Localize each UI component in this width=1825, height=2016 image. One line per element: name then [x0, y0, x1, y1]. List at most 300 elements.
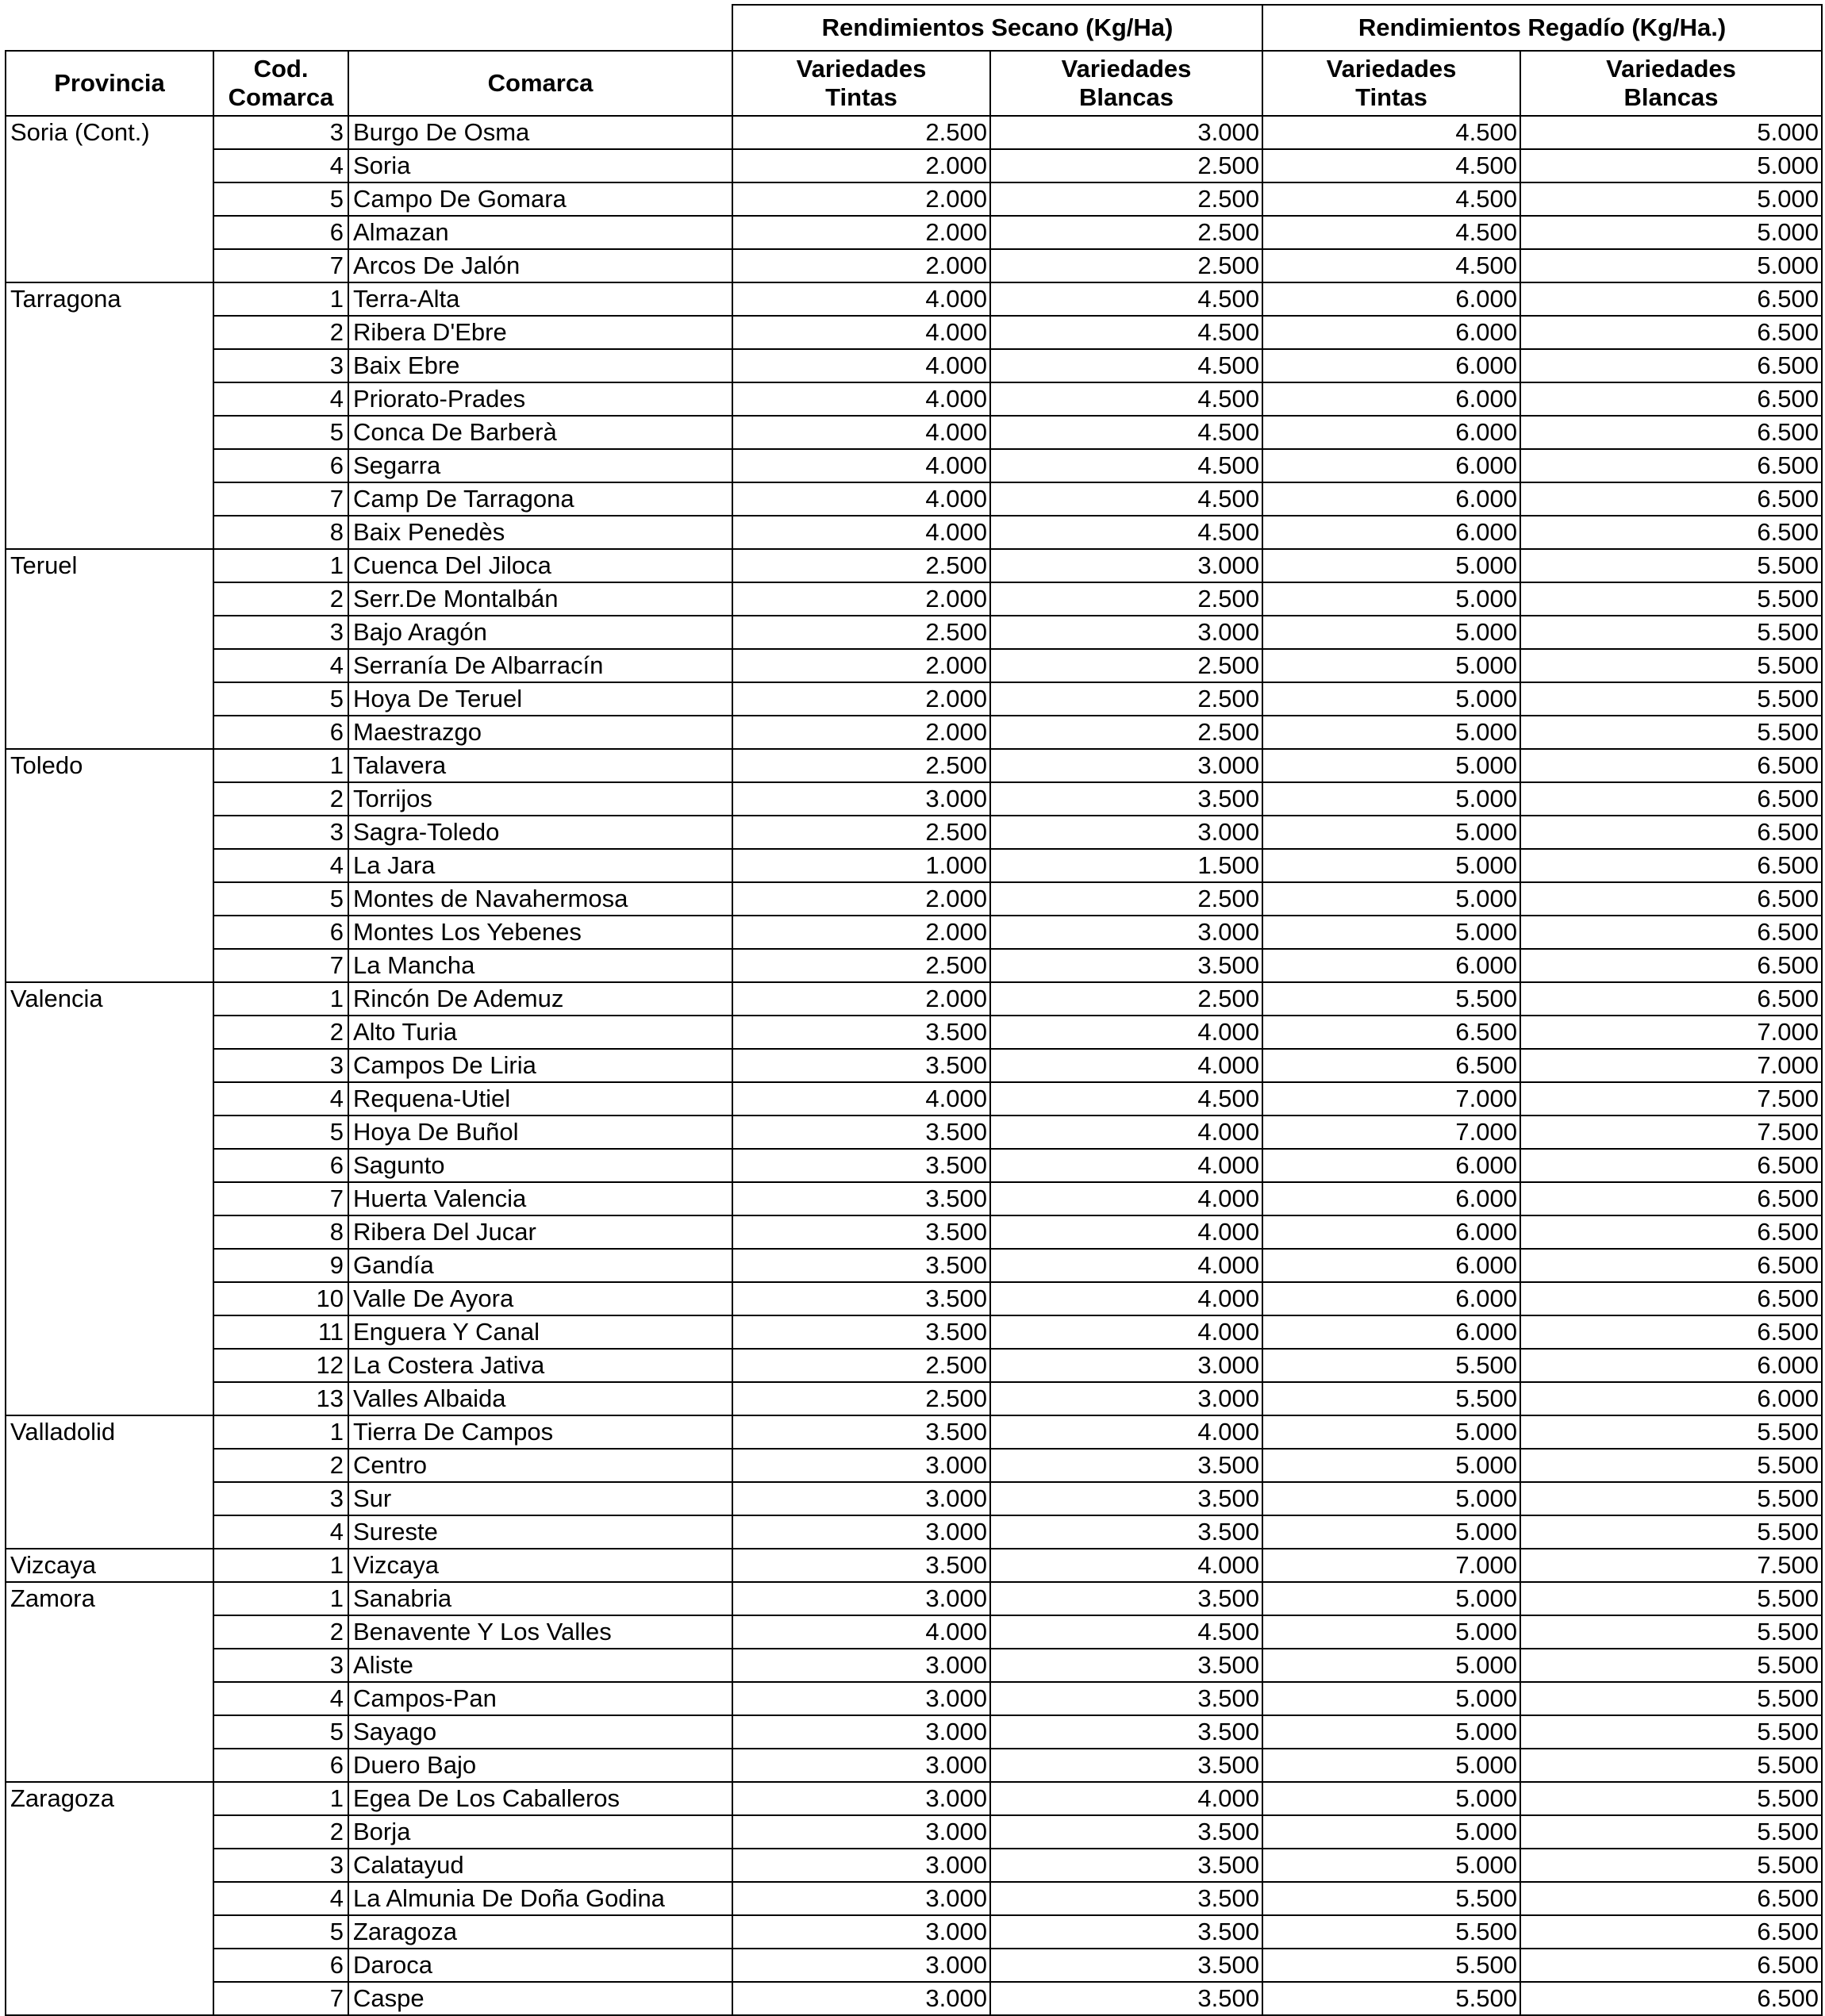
table-row: [6, 1982, 1822, 2015]
regadio-tintas-cell: 5.500: [1262, 1949, 1520, 1982]
cod-comarca-cell: 2: [213, 782, 348, 816]
secano-blancas-cell: 2.500: [990, 149, 1262, 182]
secano-blancas-cell: 2.500: [990, 582, 1262, 616]
header-regadio-blancas: [1520, 51, 1822, 116]
cod-comarca-cell: 3: [213, 116, 348, 149]
regadio-blancas-cell: 6.500: [1520, 749, 1822, 782]
regadio-tintas-cell: 5.000: [1262, 1815, 1520, 1849]
regadio-tintas-cell: 5.000: [1262, 1415, 1520, 1449]
regadio-tintas-cell: 5.000: [1262, 1582, 1520, 1615]
comarca-cell: Sayago: [348, 1715, 732, 1749]
regadio-tintas-cell: 6.000: [1262, 1182, 1520, 1215]
secano-blancas-cell: 2.500: [990, 216, 1262, 249]
table-row: [6, 1182, 1822, 1215]
secano-blancas-cell: 4.000: [990, 1782, 1262, 1815]
cod-comarca-cell: 7: [213, 482, 348, 516]
cod-comarca-cell: 1: [213, 282, 348, 316]
regadio-tintas-cell: 6.000: [1262, 349, 1520, 382]
table-row: [6, 149, 1822, 182]
comarca-cell: Huerta Valencia: [348, 1182, 732, 1215]
regadio-tintas-cell: 6.000: [1262, 1215, 1520, 1249]
secano-tintas-cell: 3.500: [732, 1182, 990, 1215]
regadio-tintas-cell: 6.000: [1262, 949, 1520, 982]
regadio-blancas-cell: 6.500: [1520, 1982, 1822, 2015]
regadio-blancas-cell: 6.500: [1520, 1949, 1822, 1982]
secano-blancas-cell: 2.500: [990, 716, 1262, 749]
table-row: [6, 1715, 1822, 1749]
comarca-cell: Camp De Tarragona: [348, 482, 732, 516]
table-row: [6, 1782, 1822, 1815]
regadio-tintas-cell: 5.000: [1262, 916, 1520, 949]
table-row: [6, 1915, 1822, 1949]
comarca-cell: Alto Turia: [348, 1016, 732, 1049]
regadio-tintas-cell: 6.500: [1262, 1049, 1520, 1082]
comarca-cell: Campo De Gomara: [348, 182, 732, 216]
cod-comarca-cell: 5: [213, 182, 348, 216]
header-comarca: Comarca: [348, 51, 732, 116]
provincia-cell: Valencia: [6, 982, 213, 1415]
secano-tintas-cell: 2.000: [732, 649, 990, 682]
table-row: [6, 1882, 1822, 1915]
header-secano-tintas: [732, 51, 990, 116]
cod-comarca-cell: 5: [213, 882, 348, 916]
regadio-blancas-cell: 7.500: [1520, 1082, 1822, 1116]
regadio-blancas-cell: 7.000: [1520, 1049, 1822, 1082]
secano-tintas-cell: 3.000: [732, 1715, 990, 1749]
secano-tintas-cell: 4.000: [732, 449, 990, 482]
table-row: [6, 216, 1822, 249]
cod-comarca-cell: 7: [213, 1182, 348, 1215]
cod-comarca-cell: 5: [213, 416, 348, 449]
secano-blancas-cell: 3.500: [990, 1915, 1262, 1949]
comarca-cell: Almazan: [348, 216, 732, 249]
secano-blancas-cell: 2.500: [990, 649, 1262, 682]
regadio-tintas-cell: 5.000: [1262, 849, 1520, 882]
comarca-cell: Centro: [348, 1449, 732, 1482]
provincia-cell: Tarragona: [6, 282, 213, 549]
cod-comarca-cell: 3: [213, 616, 348, 649]
cod-comarca-cell: 4: [213, 1082, 348, 1116]
table-row: [6, 1016, 1822, 1049]
secano-blancas-cell: 4.000: [990, 1415, 1262, 1449]
table-row: [6, 1382, 1822, 1415]
regadio-tintas-cell: 5.500: [1262, 1349, 1520, 1382]
regadio-tintas-cell: 5.000: [1262, 582, 1520, 616]
comarca-cell: Segarra: [348, 449, 732, 482]
comarca-cell: Baix Ebre: [348, 349, 732, 382]
secano-blancas-cell: 3.500: [990, 1849, 1262, 1882]
regadio-blancas-cell: 6.500: [1520, 516, 1822, 549]
table-row: [6, 482, 1822, 516]
regadio-blancas-cell: 5.500: [1520, 682, 1822, 716]
regadio-blancas-cell: 5.500: [1520, 582, 1822, 616]
comarca-cell: Valles Albaida: [348, 1382, 732, 1415]
comarca-cell: La Costera Jativa: [348, 1349, 732, 1382]
regadio-tintas-cell: 5.000: [1262, 882, 1520, 916]
secano-blancas-cell: 2.500: [990, 682, 1262, 716]
cod-comarca-cell: 8: [213, 1215, 348, 1249]
regadio-tintas-cell: 5.000: [1262, 1649, 1520, 1682]
secano-tintas-cell: 3.000: [732, 782, 990, 816]
comarca-cell: Terra-Alta: [348, 282, 732, 316]
header-secano-tintas-line2: Tintas: [825, 83, 897, 111]
cod-comarca-cell: 7: [213, 1982, 348, 2015]
comarca-cell: Borja: [348, 1815, 732, 1849]
comarca-cell: Maestrazgo: [348, 716, 732, 749]
regadio-tintas-cell: 5.500: [1262, 1882, 1520, 1915]
regadio-blancas-cell: 6.000: [1520, 1382, 1822, 1415]
regadio-tintas-cell: 6.000: [1262, 1149, 1520, 1182]
secano-tintas-cell: 2.500: [732, 949, 990, 982]
secano-blancas-cell: 3.500: [990, 1449, 1262, 1482]
regadio-blancas-cell: 6.500: [1520, 949, 1822, 982]
secano-blancas-cell: 4.500: [990, 316, 1262, 349]
regadio-tintas-cell: 6.000: [1262, 1315, 1520, 1349]
cod-comarca-cell: 4: [213, 1882, 348, 1915]
regadio-blancas-cell: 6.500: [1520, 982, 1822, 1016]
regadio-blancas-cell: 5.500: [1520, 1415, 1822, 1449]
secano-blancas-cell: 3.500: [990, 782, 1262, 816]
secano-blancas-cell: 3.500: [990, 1515, 1262, 1549]
table-row: [6, 1415, 1822, 1449]
table-row: [6, 682, 1822, 716]
secano-blancas-cell: 4.500: [990, 382, 1262, 416]
cod-comarca-cell: 1: [213, 549, 348, 582]
regadio-tintas-cell: 5.000: [1262, 1782, 1520, 1815]
regadio-tintas-cell: 6.000: [1262, 1249, 1520, 1282]
regadio-blancas-cell: 5.500: [1520, 1515, 1822, 1549]
table-row: [6, 816, 1822, 849]
secano-tintas-cell: 1.000: [732, 849, 990, 882]
provincia-cell: Zamora: [6, 1582, 213, 1782]
secano-blancas-cell: 3.000: [990, 549, 1262, 582]
comarca-cell: Ribera D'Ebre: [348, 316, 732, 349]
secano-blancas-cell: 4.000: [990, 1282, 1262, 1315]
table-row: [6, 182, 1822, 216]
table-row: [6, 1282, 1822, 1315]
secano-blancas-cell: 4.000: [990, 1049, 1262, 1082]
table-row: [6, 1116, 1822, 1149]
secano-blancas-cell: 3.500: [990, 1982, 1262, 2015]
comarca-cell: Ribera Del Jucar: [348, 1215, 732, 1249]
table-row: [6, 1315, 1822, 1349]
secano-tintas-cell: 3.000: [732, 1749, 990, 1782]
document-page: [5, 4, 1823, 2016]
provincia-cell: Vizcaya: [6, 1549, 213, 1582]
regadio-blancas-cell: 6.500: [1520, 1882, 1822, 1915]
secano-tintas-cell: 3.000: [732, 1815, 990, 1849]
comarca-cell: Tierra De Campos: [348, 1415, 732, 1449]
cod-comarca-cell: 7: [213, 949, 348, 982]
regadio-blancas-cell: 7.500: [1520, 1116, 1822, 1149]
comarca-cell: Caspe: [348, 1982, 732, 2015]
header-group-row: [6, 5, 1822, 51]
header-blank-cell: [6, 5, 732, 51]
regadio-tintas-cell: 6.000: [1262, 482, 1520, 516]
regadio-blancas-cell: 7.000: [1520, 1016, 1822, 1049]
regadio-blancas-cell: 5.500: [1520, 1682, 1822, 1715]
secano-tintas-cell: 3.000: [732, 1582, 990, 1615]
secano-blancas-cell: 4.000: [990, 1315, 1262, 1349]
table-row: [6, 1682, 1822, 1715]
comarca-cell: Soria: [348, 149, 732, 182]
cod-comarca-cell: 1: [213, 1582, 348, 1615]
regadio-tintas-cell: 5.000: [1262, 816, 1520, 849]
regadio-blancas-cell: 6.500: [1520, 849, 1822, 882]
comarca-cell: Serr.De Montalbán: [348, 582, 732, 616]
secano-tintas-cell: 3.000: [732, 1915, 990, 1949]
table-row: [6, 1949, 1822, 1982]
header-cod-comarca: [213, 51, 348, 116]
regadio-tintas-cell: 5.000: [1262, 1482, 1520, 1515]
regadio-tintas-cell: 4.500: [1262, 216, 1520, 249]
secano-blancas-cell: 4.000: [990, 1182, 1262, 1215]
cod-comarca-cell: 2: [213, 582, 348, 616]
table-row: [6, 382, 1822, 416]
cod-comarca-cell: 5: [213, 1715, 348, 1749]
header-regadio-tintas-line1: Variedades: [1326, 55, 1457, 83]
secano-blancas-cell: 4.000: [990, 1149, 1262, 1182]
table-row: [6, 849, 1822, 882]
secano-blancas-cell: 3.000: [990, 816, 1262, 849]
header-cod-line1: Cod.: [253, 55, 309, 83]
regadio-blancas-cell: 5.000: [1520, 116, 1822, 149]
secano-tintas-cell: 2.000: [732, 249, 990, 282]
secano-tintas-cell: 3.000: [732, 1682, 990, 1715]
secano-tintas-cell: 4.000: [732, 316, 990, 349]
table-row: [6, 1515, 1822, 1549]
secano-blancas-cell: 3.500: [990, 1649, 1262, 1682]
regadio-tintas-cell: 5.000: [1262, 616, 1520, 649]
provincia-cell: Soria (Cont.): [6, 116, 213, 282]
cod-comarca-cell: 1: [213, 1415, 348, 1449]
cod-comarca-cell: 4: [213, 149, 348, 182]
secano-blancas-cell: 1.500: [990, 849, 1262, 882]
secano-blancas-cell: 3.500: [990, 1815, 1262, 1849]
secano-blancas-cell: 3.500: [990, 1715, 1262, 1749]
regadio-blancas-cell: 6.500: [1520, 449, 1822, 482]
secano-blancas-cell: 3.500: [990, 1749, 1262, 1782]
table-body: [6, 116, 1822, 2015]
comarca-cell: Enguera Y Canal: [348, 1315, 732, 1349]
secano-tintas-cell: 4.000: [732, 416, 990, 449]
secano-tintas-cell: 3.000: [732, 1649, 990, 1682]
comarca-cell: Aliste: [348, 1649, 732, 1682]
cod-comarca-cell: 4: [213, 1515, 348, 1549]
header-regadio-tintas-line2: Tintas: [1355, 83, 1427, 111]
comarca-cell: Duero Bajo: [348, 1749, 732, 1782]
cod-comarca-cell: 5: [213, 1116, 348, 1149]
header-secano-tintas-line1: Variedades: [796, 55, 927, 83]
table-row: [6, 1849, 1822, 1882]
secano-tintas-cell: 3.500: [732, 1549, 990, 1582]
table-row: [6, 316, 1822, 349]
cod-comarca-cell: 13: [213, 1382, 348, 1415]
secano-blancas-cell: 3.500: [990, 1882, 1262, 1915]
regadio-blancas-cell: 5.500: [1520, 1749, 1822, 1782]
cod-comarca-cell: 4: [213, 382, 348, 416]
cod-comarca-cell: 4: [213, 849, 348, 882]
comarca-cell: Vizcaya: [348, 1549, 732, 1582]
header-regadio-blancas-line2: Blancas: [1623, 83, 1719, 111]
secano-tintas-cell: 4.000: [732, 282, 990, 316]
regadio-blancas-cell: 6.500: [1520, 1182, 1822, 1215]
cod-comarca-cell: 3: [213, 1849, 348, 1882]
regadio-tintas-cell: 6.000: [1262, 282, 1520, 316]
cod-comarca-cell: 1: [213, 1782, 348, 1815]
secano-tintas-cell: 2.500: [732, 1349, 990, 1382]
cod-comarca-cell: 8: [213, 516, 348, 549]
header-secano-blancas: [990, 51, 1262, 116]
regadio-tintas-cell: 5.000: [1262, 716, 1520, 749]
secano-tintas-cell: 2.000: [732, 149, 990, 182]
secano-blancas-cell: 4.000: [990, 1215, 1262, 1249]
table-row: [6, 1482, 1822, 1515]
provincia-cell: Valladolid: [6, 1415, 213, 1549]
secano-tintas-cell: 3.000: [732, 1482, 990, 1515]
cod-comarca-cell: 11: [213, 1315, 348, 1349]
table-row: [6, 916, 1822, 949]
secano-tintas-cell: 2.000: [732, 882, 990, 916]
secano-blancas-cell: 3.000: [990, 1349, 1262, 1382]
comarca-cell: Calatayud: [348, 1849, 732, 1882]
regadio-blancas-cell: 6.500: [1520, 816, 1822, 849]
regadio-blancas-cell: 6.500: [1520, 382, 1822, 416]
secano-tintas-cell: 2.000: [732, 216, 990, 249]
secano-tintas-cell: 2.000: [732, 582, 990, 616]
table-row: [6, 349, 1822, 382]
comarca-cell: Zaragoza: [348, 1915, 732, 1949]
regadio-blancas-cell: 6.500: [1520, 1215, 1822, 1249]
secano-blancas-cell: 3.000: [990, 616, 1262, 649]
secano-blancas-cell: 4.500: [990, 282, 1262, 316]
secano-tintas-cell: 3.500: [732, 1215, 990, 1249]
comarca-cell: Montes de Navahermosa: [348, 882, 732, 916]
table-row: [6, 1615, 1822, 1649]
cod-comarca-cell: 3: [213, 816, 348, 849]
secano-tintas-cell: 3.000: [732, 1782, 990, 1815]
comarca-cell: Serranía De Albarracín: [348, 649, 732, 682]
secano-blancas-cell: 4.000: [990, 1549, 1262, 1582]
secano-blancas-cell: 2.500: [990, 882, 1262, 916]
header-column-row: [6, 51, 1822, 116]
cod-comarca-cell: 2: [213, 1449, 348, 1482]
cod-comarca-cell: 5: [213, 682, 348, 716]
secano-tintas-cell: 2.000: [732, 716, 990, 749]
secano-tintas-cell: 2.500: [732, 1382, 990, 1415]
secano-tintas-cell: 3.500: [732, 1282, 990, 1315]
regadio-blancas-cell: 6.500: [1520, 416, 1822, 449]
comarca-cell: Sagunto: [348, 1149, 732, 1182]
table-row: [6, 782, 1822, 816]
regadio-blancas-cell: 5.500: [1520, 1615, 1822, 1649]
table-row: [6, 1649, 1822, 1682]
regadio-blancas-cell: 6.500: [1520, 1149, 1822, 1182]
header-secano-blancas-line2: Blancas: [1079, 83, 1174, 111]
cod-comarca-cell: 1: [213, 749, 348, 782]
cod-comarca-cell: 6: [213, 1749, 348, 1782]
secano-tintas-cell: 2.000: [732, 982, 990, 1016]
regadio-blancas-cell: 6.500: [1520, 1282, 1822, 1315]
secano-tintas-cell: 3.000: [732, 1982, 990, 2015]
secano-tintas-cell: 2.000: [732, 682, 990, 716]
comarca-cell: Priorato-Prades: [348, 382, 732, 416]
comarca-cell: Sureste: [348, 1515, 732, 1549]
header-regadio-tintas: [1262, 51, 1520, 116]
table-row: [6, 449, 1822, 482]
comarca-cell: Egea De Los Caballeros: [348, 1782, 732, 1815]
secano-blancas-cell: 4.500: [990, 416, 1262, 449]
table-row: [6, 1049, 1822, 1082]
regadio-tintas-cell: 5.000: [1262, 1715, 1520, 1749]
secano-tintas-cell: 2.500: [732, 816, 990, 849]
regadio-tintas-cell: 5.000: [1262, 1615, 1520, 1649]
secano-blancas-cell: 2.500: [990, 249, 1262, 282]
regadio-tintas-cell: 5.000: [1262, 1682, 1520, 1715]
table-row: [6, 416, 1822, 449]
comarca-cell: Campos De Liria: [348, 1049, 732, 1082]
table-row: [6, 249, 1822, 282]
regadio-blancas-cell: 5.500: [1520, 1582, 1822, 1615]
table-row: [6, 1582, 1822, 1615]
table-row: [6, 1215, 1822, 1249]
secano-tintas-cell: 4.000: [732, 482, 990, 516]
comarca-cell: Hoya De Teruel: [348, 682, 732, 716]
table-row: [6, 282, 1822, 316]
secano-tintas-cell: 4.000: [732, 382, 990, 416]
cod-comarca-cell: 5: [213, 1915, 348, 1949]
secano-blancas-cell: 2.500: [990, 982, 1262, 1016]
cod-comarca-cell: 4: [213, 1682, 348, 1715]
cod-comarca-cell: 9: [213, 1249, 348, 1282]
regadio-blancas-cell: 6.500: [1520, 349, 1822, 382]
regadio-tintas-cell: 5.500: [1262, 982, 1520, 1016]
regadio-tintas-cell: 7.000: [1262, 1549, 1520, 1582]
regadio-tintas-cell: 4.500: [1262, 149, 1520, 182]
comarca-cell: Campos-Pan: [348, 1682, 732, 1715]
secano-blancas-cell: 3.000: [990, 1382, 1262, 1415]
table-row: [6, 1549, 1822, 1582]
secano-tintas-cell: 3.000: [732, 1949, 990, 1982]
regadio-tintas-cell: 5.000: [1262, 682, 1520, 716]
cod-comarca-cell: 1: [213, 982, 348, 1016]
regadio-blancas-cell: 5.500: [1520, 649, 1822, 682]
regadio-tintas-cell: 4.500: [1262, 249, 1520, 282]
cod-comarca-cell: 6: [213, 916, 348, 949]
secano-blancas-cell: 3.000: [990, 116, 1262, 149]
regadio-tintas-cell: 5.000: [1262, 782, 1520, 816]
comarca-cell: La Almunia De Doña Godina: [348, 1882, 732, 1915]
secano-blancas-cell: 4.000: [990, 1016, 1262, 1049]
cod-comarca-cell: 12: [213, 1349, 348, 1382]
regadio-blancas-cell: 6.500: [1520, 916, 1822, 949]
secano-tintas-cell: 2.500: [732, 616, 990, 649]
cod-comarca-cell: 1: [213, 1549, 348, 1582]
comarca-cell: Arcos De Jalón: [348, 249, 732, 282]
secano-blancas-cell: 3.500: [990, 1949, 1262, 1982]
cod-comarca-cell: 6: [213, 1149, 348, 1182]
regadio-tintas-cell: 5.000: [1262, 749, 1520, 782]
regadio-blancas-cell: 5.500: [1520, 616, 1822, 649]
regadio-blancas-cell: 5.000: [1520, 182, 1822, 216]
regadio-tintas-cell: 6.000: [1262, 416, 1520, 449]
comarca-cell: Cuenca Del Jiloca: [348, 549, 732, 582]
comarca-cell: Bajo Aragón: [348, 616, 732, 649]
provincia-cell: Toledo: [6, 749, 213, 982]
regadio-blancas-cell: 5.500: [1520, 1782, 1822, 1815]
regadio-blancas-cell: 5.500: [1520, 1815, 1822, 1849]
table-row: [6, 649, 1822, 682]
